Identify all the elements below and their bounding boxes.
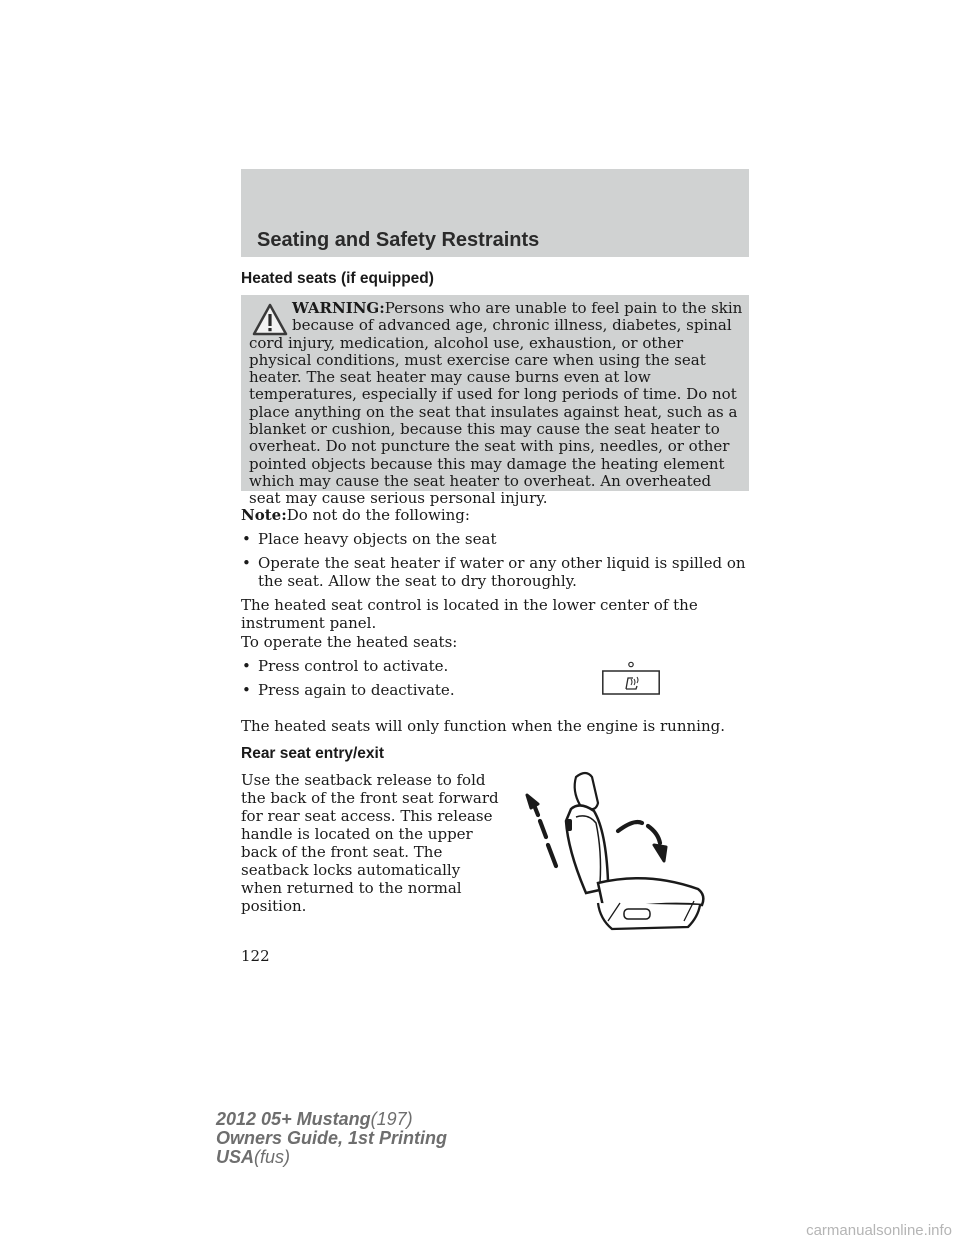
note-bullet-text: Operate the seat heater if water or any other liquid is spilled on the seat. Allow the seat to dry thoroughly. xyxy=(258,554,746,590)
note-label: Note: xyxy=(241,506,287,524)
note-bullet xyxy=(241,530,746,548)
document-footer xyxy=(216,1110,447,1167)
site-watermark: carmanualsonline.info xyxy=(806,1222,952,1239)
rear-seat-paragraph: Use the seatback release to fold the back of the front seat forward for rear seat access. This release handle is located on the upper back of the front seat. The seatback locks automatically when returned to the normal position. xyxy=(241,771,499,915)
heated-seats-title: Heated seats (if equipped) xyxy=(241,270,434,287)
bullet-dot: • xyxy=(242,681,251,699)
operate-bullet xyxy=(241,681,746,699)
warning-body: Persons who are unable to feel pain to the skin because of advanced age, chronic illness, diabetes, spinal cord injury, medication, alcohol use, exhaustion, or other physical conditions, must exercise care when using the seat heater. The seat heater may cause burns even at low temperatures, especially if used for long periods of time. Do not place anything on the seat that insulates against heat, such as a blanket or cushion, because this may cause the seat heater to overheat. Do not puncture the seat with pins, needles, or other pointed objects because this may damage the heating element which may cause the seat heater to overheat. An overheated seat may cause serious personal injury. xyxy=(249,299,743,508)
bullet-dot: • xyxy=(242,554,251,572)
note-bullet xyxy=(241,554,746,590)
bullet-dot: • xyxy=(242,530,251,548)
footer-region: USA xyxy=(216,1147,255,1167)
footer-printing: Owners Guide, 1st Printing xyxy=(216,1128,448,1148)
page-number: 122 xyxy=(241,947,270,965)
rear-seat-title: Rear seat entry/exit xyxy=(241,745,385,762)
engine-note: The heated seats will only function when the engine is running. xyxy=(241,717,725,735)
section-header-band xyxy=(241,169,749,257)
warning-label: WARNING: xyxy=(292,299,385,317)
control-location-paragraph: The heated seat control is located in the lower center of the instrument panel. xyxy=(241,596,698,632)
note-bullet-text: Place heavy objects on the seat xyxy=(258,530,497,548)
bullet-dot: • xyxy=(242,657,251,675)
operate-bullet-text: Press again to deactivate. xyxy=(258,681,455,699)
note-paragraph xyxy=(241,506,746,524)
heated-seat-control-icon xyxy=(602,661,660,695)
note-text: Do not do the following: xyxy=(286,506,470,524)
seat-fold-forward-illustration xyxy=(508,771,718,936)
operate-bullet-text: Press control to activate. xyxy=(258,657,449,675)
footer-region-code: (fus) xyxy=(254,1147,291,1167)
operate-bullet xyxy=(241,657,746,675)
operate-intro: To operate the heated seats: xyxy=(241,633,458,651)
warning-box xyxy=(241,295,749,508)
warning-text xyxy=(249,300,745,508)
footer-model-code: (197) xyxy=(370,1109,413,1129)
section-header-title: Seating and Safety Restraints xyxy=(257,229,540,251)
footer-model: 2012 05+ Mustang xyxy=(216,1109,371,1129)
